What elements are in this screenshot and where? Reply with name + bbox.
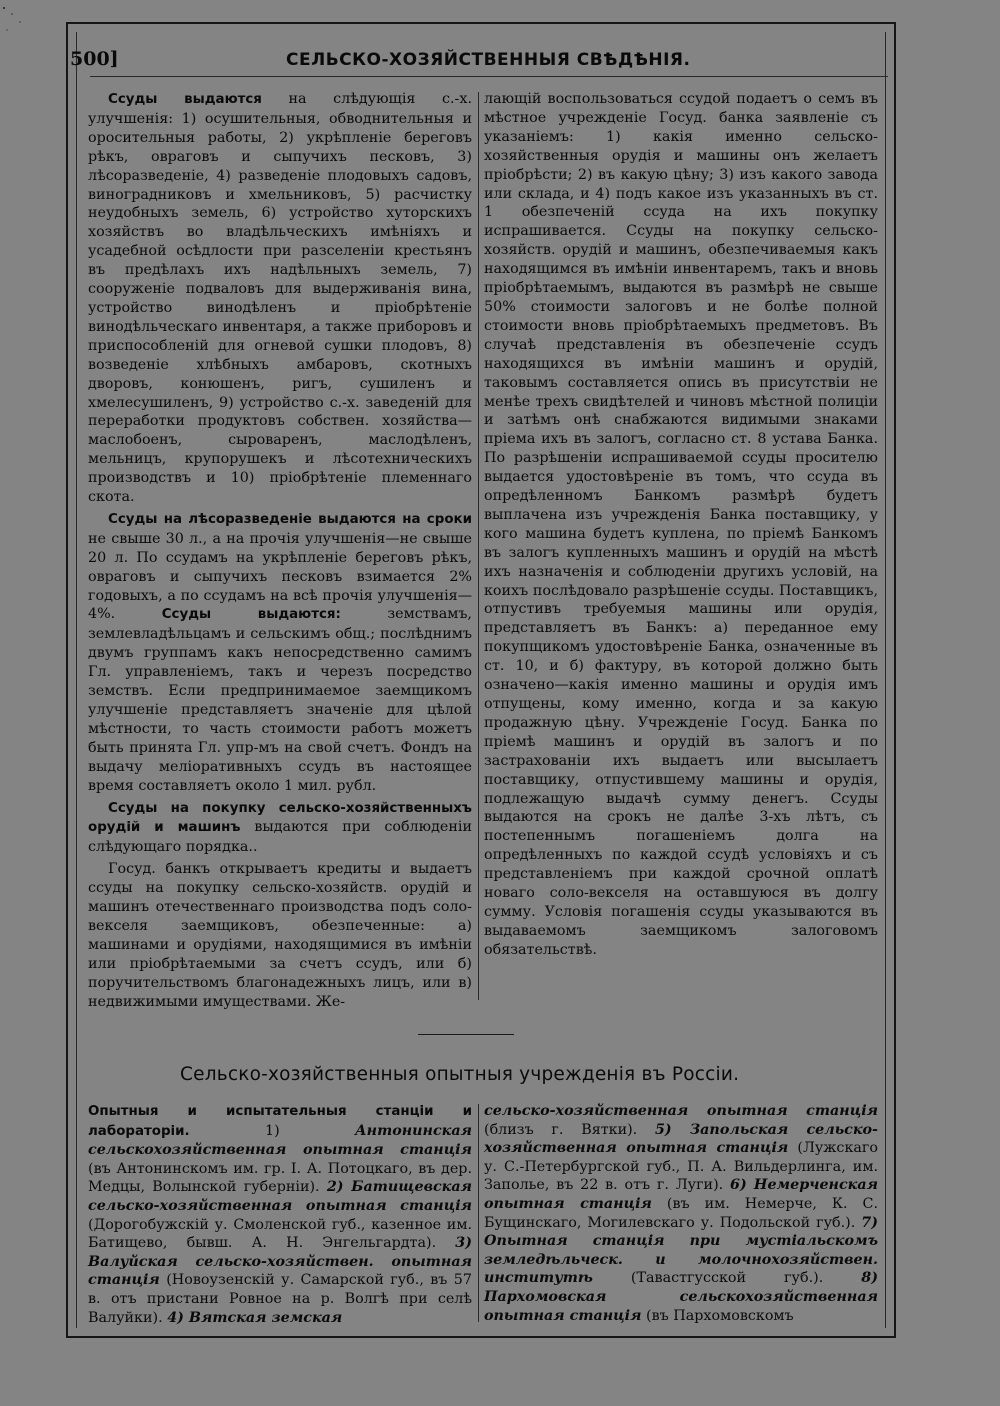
- paragraph-stations-list-a: Опытныя и испытательныя станціи и лабораторіи. 1) Антонинская сельскохозяйственная опытная станція (въ Антонинскомъ им. гр. І. А. Потоцкаго, въ дер. Медцы, Волынской губерніи). 2) Батищевская сельско-хозяйственная опытная станція (Дорогобужскій у. Смоленской губ., казенное им. Батищево, бывш. А. Н. Энгельгардта). 3) Валуйская сельско-хозяйствен. опытная станція (Новоузенскій у. Самарской губ., въ 57 в. отъ пристани Ровное на р. Волгѣ при селѣ Валуйки). 4) Вятская земская: [88, 1104, 472, 1326]
- bottom-rule: [68, 1336, 894, 1338]
- section-title: Сельско-хозяйственныя опытныя учрежденія въ Россіи.: [180, 1064, 740, 1085]
- left-column-bottom: [88, 1102, 472, 1327]
- paragraph-loan-improvements: Ссуды выдаются на слѣдующія с.-х. улучшенія: 1) осушительныя, обводнительныя и оросительныя работы, 2) укрѣпленіе береговъ рѣкъ, овраговъ и сыпучихъ песковъ, 3) лѣсоразведеніе, 4) разведеніе плодовыхъ садовъ, виноградниковъ и хмельниковъ, 5) расчистку неудобныхъ земель, 6) устройство хуторскихъ хозяйствъ во владѣльческихъ имѣніяхъ и усадебной осѣдлости при разселеніи крестьянъ въ предѣлахъ ихъ надѣльныхъ земель, 7) сооруженіе подваловъ для выдерживанія вина, устройство винодѣленъ и пріобрѣтеніе винодѣльческаго инвентаря, а также приборовъ и приспособленій для огневой сушки плодовъ, 8) возведеніе хлѣбныхъ амбаровъ, скотныхъ дворовъ, конюшенъ, ригъ, сушиленъ и хмелесушиленъ, 9) устройство с.-х. заведеній для переработки продуктовъ собствен. хозяйства—маслобоенъ, сыроваренъ, маслодѣленъ, мельницъ, крупорушекъ и лѣсотехническихъ производствъ и 10) пріобрѣтеніе племеннаго скота.: [88, 91, 472, 506]
- right-column-top: [484, 90, 878, 960]
- section-separator-rule: [418, 1034, 514, 1035]
- header-rule: [90, 76, 888, 77]
- paragraph-loan-terms: Ссуды на лѣсоразведеніе выдаются на сроки не свыше 30 л., а на прочія улучшенія—не свыше 20 л. По ссудамъ на укрѣпленіе береговъ рѣкъ, овраговъ и сыпучихъ песковъ взимается 2% годовыхъ, а по ссудамъ на всѣ прочія улучшенія—4%. Ссуды выдаются: земствамъ, землевладѣльцамъ и сельскимъ общ.; послѣднимъ двумъ группамъ какъ непосредственно самимъ Гл. управленіемъ, такъ и черезъ посредство земствъ. Если предпринимаемое заемщикомъ улучшеніе представляетъ значеніе для цѣлой мѣстности, то часть стоимости работъ можетъ быть принята Гл. упр-мъ на свой счетъ. Фондъ на выдачу меліоративныхъ ссудъ въ настоящее время составляетъ около 1 мил. рубл.: [88, 511, 472, 794]
- page-number: 500]: [70, 48, 119, 70]
- column-divider: [478, 92, 479, 1000]
- paragraph-state-bank: Госуд. банкъ открываетъ кредиты и выдаетъ ссуды на покупку сельско-хозяйств. орудій и машинъ отечественнаго производства подъ соло-векселя заемщиковъ, обезпеченные: а) машинами и орудіями, находящимися въ имѣніи или пріобрѣтаемыми за счетъ ссудъ, или б) поручительствомъ благонадежныхъ лицъ, или в) недвижимыми имуществами. Же-: [88, 861, 472, 1010]
- right-column-bottom: [484, 1102, 878, 1325]
- paragraph-machinery-loans: Ссуды на покупку сельско-хозяйственныхъ орудій и машинъ выдаются при соблюденіи слѣдующаго порядка..: [88, 800, 472, 856]
- column-divider-bottom: [478, 1104, 479, 1322]
- running-title: СЕЛЬСКО-ХОЗЯЙСТВЕННЫЯ СВѢДѢНІЯ.: [286, 50, 691, 70]
- scan-specks: [0, 0, 30, 40]
- left-column-top: [88, 90, 472, 1012]
- paragraph-stations-list-b: сельско-хозяйственная опытная станція (близъ г. Вятки). 5) Запольская сельско-хозяйственная опытная станція (Лужскаго у. С.-Петербургской губ., П. А. Вильдерлинга, им. Заполье, въ 22 в. отъ г. Луги). 6) Немерченская опытная станція (въ им. Немерче, К. С. Бущинскаго, Могилевскаго у. Подольской губ.). 7) Опытная станція при мустіальскомъ земледѣльческ. и молочнохозяйствен. институтѣ (Тавастгусской губ.). 8) Пархомовская сельскохозяйственная опытная станція (въ Пархомовскомъ: [484, 1103, 879, 1324]
- paragraph-application-procedure: лающій воспользоваться ссудой подаетъ о семъ въ мѣстное учрежденіе Госуд. банка заявленіе съ указаніемъ: 1) какія именно сельско-хозяйственныя орудія и машины онъ желаетъ пріобрѣсти; 2) въ какую цѣну; 3) изъ какого завода или склада, и 4) подъ какое изъ указанныхъ въ ст. 1 обезпеченій ссуда на ихъ покупку испрашивается. Ссуды на покупку сельско-хозяйств. орудій и машинъ, обезпечиваемыя какъ находящимся въ имѣніи инвентаремъ, такъ и вновь пріобрѣтаемымъ, выдаются въ размѣрѣ не свыше 50% стоимости залоговъ и не болѣе полной стоимости вновь пріобрѣтаемыхъ предметовъ. Въ случаѣ представленія въ обезпеченіе ссудъ находящихся въ имѣніи машинъ и орудій, таковымъ составляется опись въ присутствіи не менѣе трехъ свидѣтелей и чиновъ мѣстной полиціи и затѣмъ онѣ снабжаются видимыми знаками пріема ихъ въ залогъ, согласно ст. 8 устава Банка. По разрѣшеніи испрашиваемой ссуды просителю выдается удостовѣреніе въ томъ, что ссуда въ опредѣленномъ Банкомъ размѣрѣ будетъ выплачена изъ учрежденія Банка поставщику, у кого машина будетъ куплена, по пріемѣ Банкомъ въ залогъ купленныхъ машинъ и орудій на мѣстѣ ихъ назначенія и соблюденіи другихъ условій, на коихъ послѣдовало разрѣшеніе ссуды. Поставщикъ, отпустивъ требуемыя машины или орудія, представляетъ въ Банкъ: а) переданное ему покупщикомъ удостовѣреніе Банка, означенные въ ст. 10, и б) фактуру, въ которой должно быть означено—какія именно машины и орудія имъ отпущены, кому именно, когда и за какую продажную цѣну. Учрежденіе Госуд. Банка по пріемѣ машинъ и орудій въ залогъ и по застрахованіи ихъ выдаетъ или высылаетъ поставщику, отпустившему машины и орудія, подлежащую выдачѣ сумму денегъ. Ссуды выдаются на срокъ не далѣе 3-хъ лѣтъ, съ постепеннымъ погашеніемъ долга на опредѣленныхъ по каждой ссудѣ условіяхъ и съ представленіемъ при каждой срочной оплатѣ новаго соло-векселя на оставшуюся въ долгу сумму. Условія погашенія ссуды указываются въ выдаваемомъ заемщикомъ залоговомъ обязательствѣ.: [484, 91, 878, 958]
